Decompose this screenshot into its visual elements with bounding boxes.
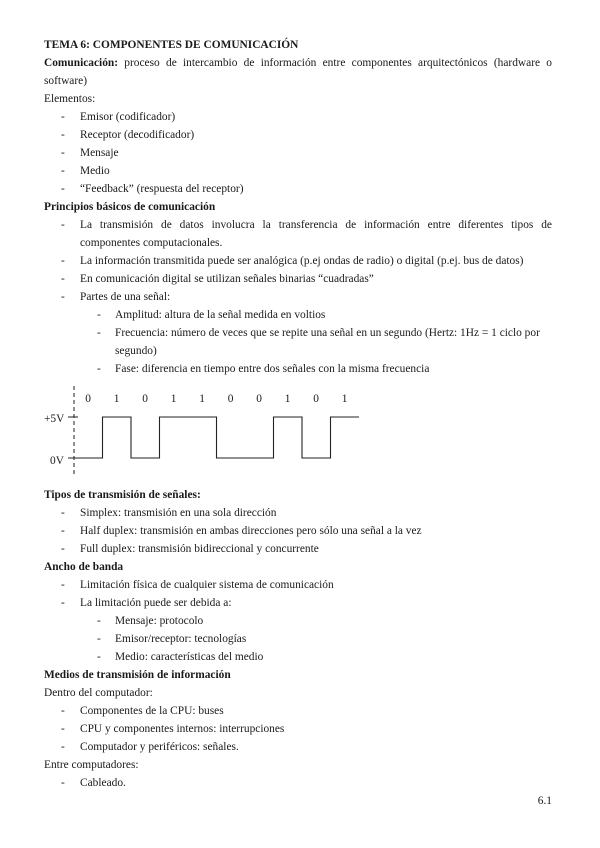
- bandwidth-heading: Ancho de banda: [44, 561, 124, 573]
- definition-paragraph: [44, 54, 552, 90]
- list-item: - Componentes de la CPU: buses: [44, 702, 552, 720]
- square-wave-figure: [44, 384, 552, 486]
- elements-label: Elementos:: [44, 93, 96, 105]
- media-heading: Medios de transmisión de información: [44, 669, 231, 681]
- signal-parts-list: [44, 306, 552, 378]
- list-item: - Amplitud: altura de la señal medida en voltios: [44, 306, 552, 324]
- bit-label: 0: [227, 393, 234, 405]
- principles-list: [44, 216, 552, 306]
- list-item: - Emisor (codificador): [44, 108, 552, 126]
- bandwidth-list: [44, 576, 552, 612]
- list-item: - Receptor (decodificador): [44, 126, 552, 144]
- list-item: - Fase: diferencia en tiempo entre dos señales con la misma frecuencia: [44, 360, 552, 378]
- list-item: - Mensaje: [44, 144, 552, 162]
- square-wave-line: [74, 417, 359, 458]
- list-item: - La transmisión de datos involucra la transferencia de información entre diferentes tipos de componentes computacionales.: [44, 216, 552, 252]
- page-number: 6.1: [537, 795, 552, 807]
- list-item: - La limitación puede ser debida a:: [44, 594, 552, 612]
- list-item: - Full duplex: transmisión bidireccional y concurrente: [44, 540, 552, 558]
- bandwidth-sublist: [44, 612, 552, 666]
- bit-label: 1: [284, 393, 291, 405]
- bit-label: 0: [256, 393, 262, 405]
- list-item: - Medio: [44, 162, 552, 180]
- bit-label: 0: [313, 393, 319, 405]
- between-computers-label: Entre computadores:: [44, 759, 139, 771]
- list-item: - Cableado.: [44, 774, 552, 792]
- document-page: [44, 36, 552, 792]
- list-item: - Medio: características del medio: [44, 648, 552, 666]
- list-item: - En comunicación digital se utilizan señales binarias “cuadradas”: [44, 270, 552, 288]
- low-voltage-label: 0V: [50, 455, 64, 467]
- list-item: - Half duplex: transmisión en ambas direcciones pero sólo una señal a la vez: [44, 522, 552, 540]
- definition-term: Comunicación:: [44, 57, 119, 69]
- list-item: - Simplex: transmisión en una sola dirección: [44, 504, 552, 522]
- page-title: TEMA 6: COMPONENTES DE COMUNICACIÓN: [44, 39, 299, 51]
- bit-label: 0: [85, 393, 91, 405]
- principles-heading: Principios básicos de comunicación: [44, 201, 216, 213]
- elements-list: [44, 108, 552, 198]
- transmission-types-heading: Tipos de transmisión de señales:: [44, 489, 201, 501]
- list-item: - Frecuencia: número de veces que se repite una señal en un segundo (Hertz: 1Hz = 1 ciclo por segundo): [44, 324, 552, 360]
- bit-label: 1: [199, 393, 205, 405]
- list-item: - La información transmitida puede ser analógica (p.ej ondas de radio) o digital (p.ej. bus de datos): [44, 252, 552, 270]
- inside-computer-list: [44, 702, 552, 756]
- list-item: - Computador y periféricos: señales.: [44, 738, 552, 756]
- list-item: - CPU y componentes internos: interrupciones: [44, 720, 552, 738]
- bit-label: 1: [341, 393, 348, 405]
- list-item: - “Feedback” (respuesta del receptor): [44, 180, 552, 198]
- inside-computer-label: Dentro del computador:: [44, 687, 153, 699]
- list-item: - Mensaje: protocolo: [44, 612, 552, 630]
- bit-label: 0: [142, 393, 148, 405]
- high-voltage-label: +5V: [44, 413, 65, 425]
- list-item: - Limitación física de cualquier sistema de comunicación: [44, 576, 552, 594]
- bit-label: 1: [170, 393, 177, 405]
- list-item: - Partes de una señal:: [44, 288, 552, 306]
- definition-text: proceso de intercambio de información entre componentes arquitectónicos (hardware o software): [44, 57, 552, 87]
- between-computers-list: [44, 774, 552, 792]
- list-item: - Emisor/receptor: tecnologías: [44, 630, 552, 648]
- bit-label: 1: [113, 393, 120, 405]
- transmission-types-list: [44, 504, 552, 558]
